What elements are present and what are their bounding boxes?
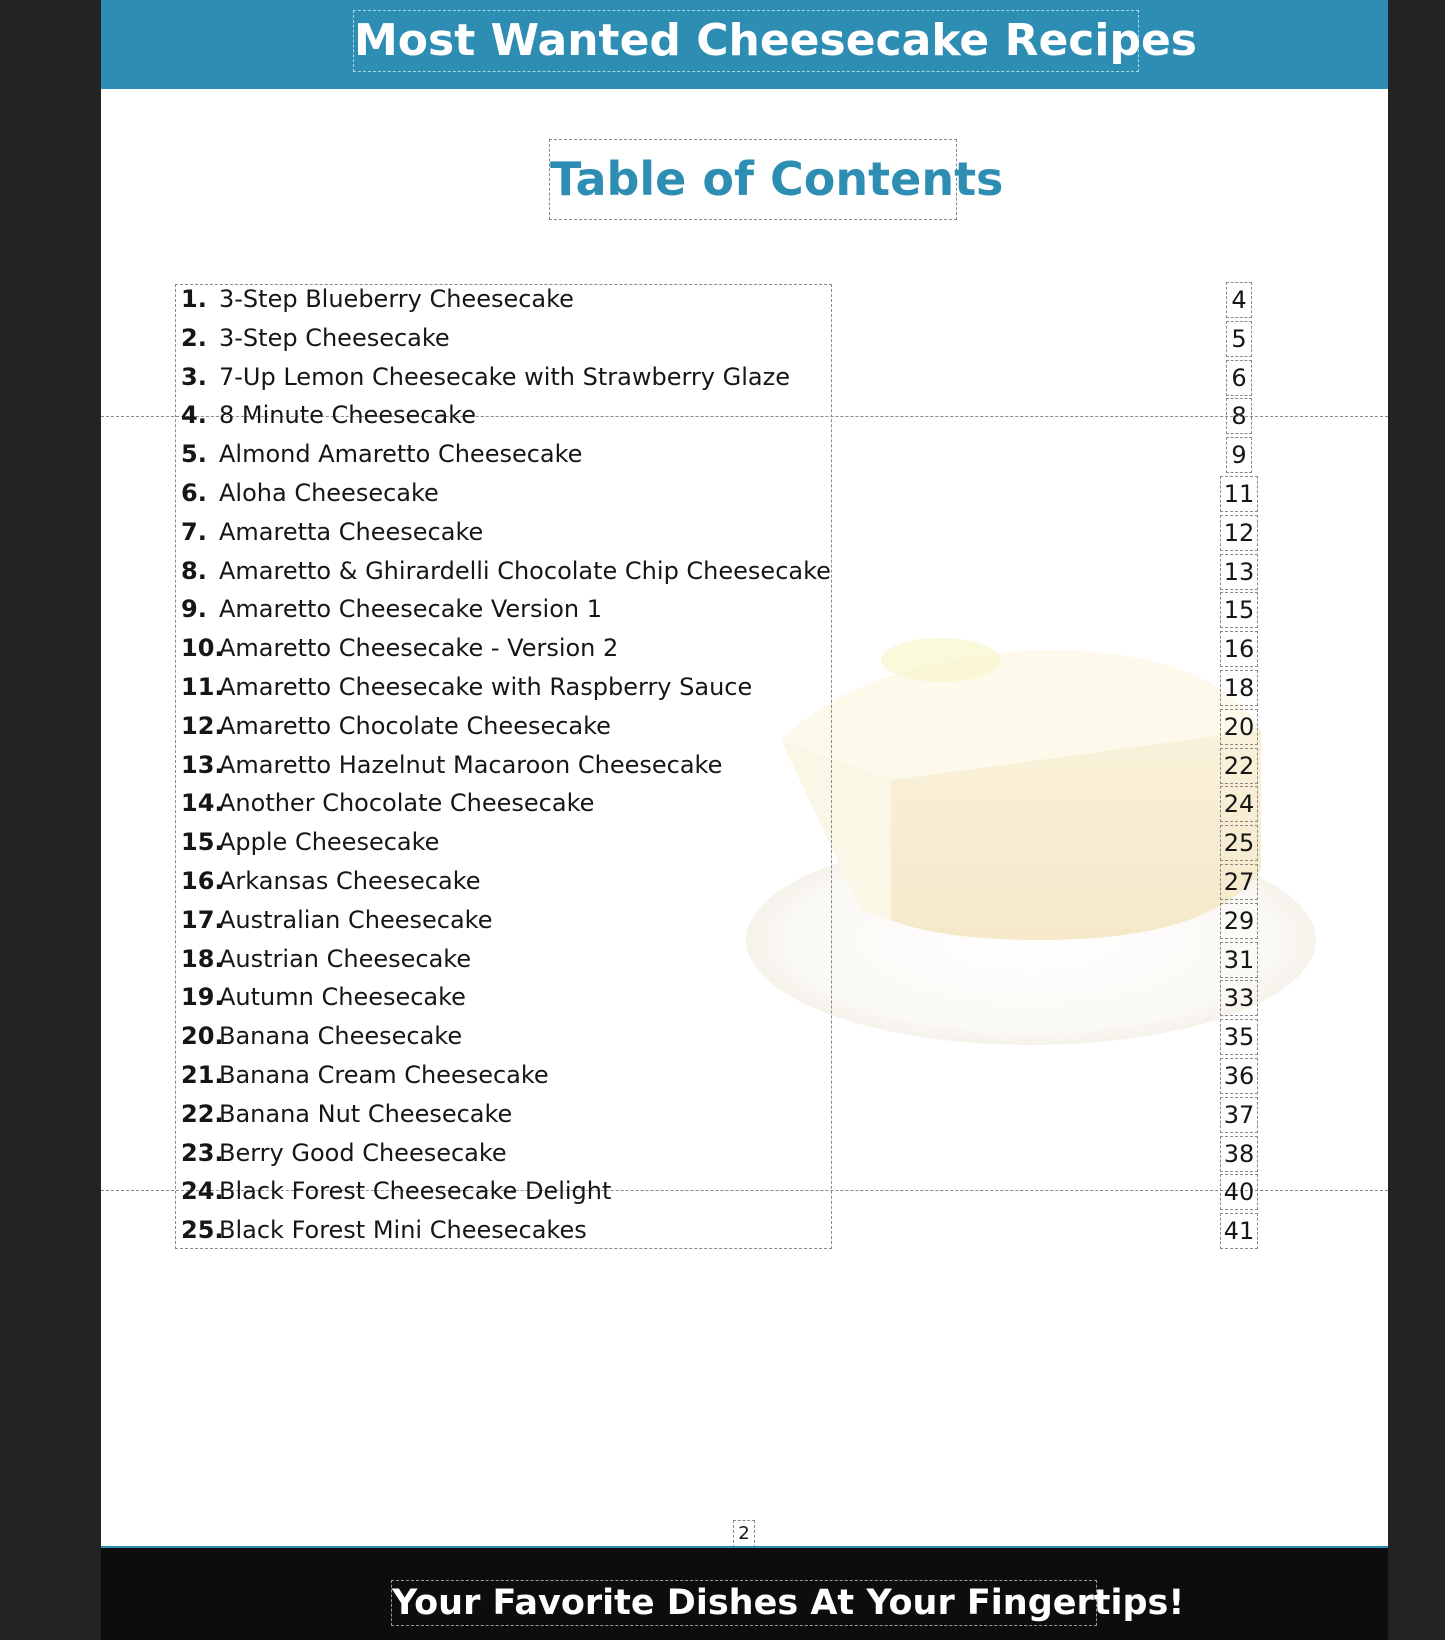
toc-entry-label: Amaretto Cheesecake with Raspberry Sauce bbox=[219, 673, 753, 701]
toc-entry-page-number[interactable]: 38 bbox=[1220, 1136, 1258, 1172]
toc-entry-label: Austrian Cheesecake bbox=[219, 944, 472, 973]
toc-entry-page-number[interactable]: 22 bbox=[1220, 748, 1258, 784]
toc-entry-label: Berry Good Cheesecake bbox=[219, 1138, 507, 1167]
toc-entry[interactable] bbox=[181, 824, 439, 860]
toc-entry[interactable] bbox=[181, 397, 476, 433]
toc-entry-label: 7-Up Lemon Cheesecake with Strawberry Glaze bbox=[219, 362, 790, 391]
toc-entry[interactable] bbox=[181, 708, 611, 744]
toc-entry-number: 6. bbox=[181, 479, 207, 507]
toc-entry-number: 10. bbox=[181, 634, 224, 663]
toc-entry-page-number[interactable]: 4 bbox=[1226, 282, 1252, 318]
toc-entry-page-number[interactable]: 13 bbox=[1220, 554, 1258, 590]
toc-entry-label: Amaretto Chocolate Cheesecake bbox=[219, 711, 611, 740]
toc-entry-page-number[interactable]: 6 bbox=[1226, 360, 1252, 396]
header-title[interactable]: Most Wanted Cheesecake Recipes bbox=[353, 10, 1139, 72]
toc-entry-label: Amaretto Cheesecake - Version 2 bbox=[219, 634, 619, 663]
toc-entry-page-number[interactable]: 9 bbox=[1226, 437, 1252, 473]
toc-entry[interactable] bbox=[181, 553, 831, 589]
toc-entry-page-number[interactable]: 12 bbox=[1220, 515, 1258, 551]
toc-entry-label: Amaretta Cheesecake bbox=[219, 517, 484, 546]
toc-entry[interactable] bbox=[181, 1057, 549, 1093]
toc-entry-page-number[interactable]: 24 bbox=[1220, 786, 1258, 822]
footer-band bbox=[101, 1546, 1388, 1640]
toc-entry-label: Autumn Cheesecake bbox=[219, 983, 466, 1012]
toc-entry[interactable] bbox=[181, 514, 483, 550]
toc-entry[interactable] bbox=[181, 630, 618, 666]
toc-entry-label: Amaretto & Ghirardelli Chocolate Chip Cheesecake bbox=[219, 556, 831, 585]
toc-entry-number: 25. bbox=[181, 1216, 224, 1245]
toc-entry-number: 12. bbox=[181, 711, 224, 740]
toc-entry-page-number[interactable]: 37 bbox=[1220, 1097, 1258, 1133]
toc-entry-number: 16. bbox=[181, 867, 224, 895]
toc-entry-label: Amaretto Cheesecake Version 1 bbox=[219, 595, 603, 624]
toc-entry[interactable] bbox=[181, 669, 752, 705]
toc-entry-number: 3. bbox=[181, 362, 207, 391]
toc-entry-label: Banana Nut Cheesecake bbox=[219, 1099, 513, 1128]
toc-entry-number: 19. bbox=[181, 983, 224, 1012]
toc-entry-page-number[interactable]: 40 bbox=[1220, 1174, 1258, 1210]
toc-entry-number: 13. bbox=[181, 750, 224, 779]
toc-entry-number: 9. bbox=[181, 595, 207, 624]
toc-entry-number: 22. bbox=[181, 1099, 224, 1128]
toc-entry[interactable] bbox=[181, 902, 492, 938]
toc-entry[interactable] bbox=[181, 436, 582, 472]
toc-entry-number: 15. bbox=[181, 828, 224, 857]
toc-entry-number: 18. bbox=[181, 944, 224, 973]
toc-entry-page-number[interactable]: 36 bbox=[1220, 1058, 1258, 1094]
toc-entry-label: Banana Cream Cheesecake bbox=[219, 1061, 549, 1089]
toc-entry-number: 24. bbox=[181, 1177, 224, 1206]
toc-entry-page-number[interactable]: 41 bbox=[1220, 1213, 1258, 1249]
toc-entry[interactable] bbox=[181, 979, 466, 1015]
toc-entry-number: 23. bbox=[181, 1138, 224, 1167]
footer-tagline[interactable]: Your Favorite Dishes At Your Fingertips! bbox=[391, 1580, 1097, 1626]
toc-entry[interactable] bbox=[181, 941, 471, 977]
toc-entry-label: 3-Step Blueberry Cheesecake bbox=[219, 285, 574, 313]
toc-entry[interactable] bbox=[181, 359, 790, 395]
toc-entry-label: Aloha Cheesecake bbox=[219, 479, 439, 507]
toc-entry-number: 20. bbox=[181, 1022, 224, 1051]
toc-entry-label: Arkansas Cheesecake bbox=[219, 867, 481, 895]
toc-entry[interactable] bbox=[181, 747, 722, 783]
toc-entry-label: Apple Cheesecake bbox=[219, 828, 440, 857]
toc-entry[interactable] bbox=[181, 1018, 462, 1054]
toc-entry-number: 7. bbox=[181, 517, 207, 546]
toc-entry-number: 11. bbox=[181, 673, 224, 701]
toc-entry-page-number[interactable]: 15 bbox=[1220, 592, 1258, 628]
toc-title[interactable]: Table of Contents bbox=[549, 139, 957, 220]
toc-entry-number: 14. bbox=[181, 789, 224, 818]
toc-entry-page-number[interactable]: 11 bbox=[1220, 476, 1258, 512]
toc-entry[interactable] bbox=[181, 281, 574, 317]
toc-entry[interactable] bbox=[181, 1096, 512, 1132]
toc-entry-label: 8 Minute Cheesecake bbox=[219, 401, 476, 430]
toc-entry-page-number[interactable]: 27 bbox=[1220, 864, 1258, 900]
toc-entry-page-number[interactable]: 16 bbox=[1220, 631, 1258, 667]
toc-entry-page-number[interactable]: 33 bbox=[1220, 980, 1258, 1016]
toc-entry-page-number[interactable]: 20 bbox=[1220, 709, 1258, 745]
toc-entry-page-number[interactable]: 8 bbox=[1226, 398, 1252, 434]
toc-entry[interactable] bbox=[181, 320, 450, 356]
toc-entry-number: 5. bbox=[181, 440, 207, 469]
toc-entry-label: Amaretto Hazelnut Macaroon Cheesecake bbox=[219, 750, 723, 779]
toc-entry-label: 3-Step Cheesecake bbox=[219, 323, 450, 352]
toc-entry-page-number[interactable]: 5 bbox=[1226, 321, 1252, 357]
toc-entry[interactable] bbox=[181, 591, 602, 627]
toc-entry-page-number[interactable]: 29 bbox=[1220, 903, 1258, 939]
toc-entry[interactable] bbox=[181, 1173, 611, 1209]
toc-entry-page-number[interactable]: 25 bbox=[1220, 825, 1258, 861]
toc-entry-number: 1. bbox=[181, 285, 207, 313]
header-band bbox=[101, 0, 1388, 89]
toc-entry[interactable] bbox=[181, 785, 594, 821]
document-page bbox=[101, 0, 1388, 1640]
toc-entry-label: Black Forest Cheesecake Delight bbox=[219, 1177, 612, 1206]
toc-entry-page-number[interactable]: 35 bbox=[1220, 1019, 1258, 1055]
toc-entry-page-number[interactable]: 31 bbox=[1220, 942, 1258, 978]
toc-entry-number: 4. bbox=[181, 401, 207, 430]
toc-entry-number: 21. bbox=[181, 1061, 224, 1089]
toc-entry[interactable] bbox=[181, 863, 481, 899]
toc-entry[interactable] bbox=[181, 1212, 587, 1248]
toc-entry-page-number[interactable]: 18 bbox=[1220, 670, 1258, 706]
toc-entry-number: 8. bbox=[181, 556, 207, 585]
toc-entry-number: 2. bbox=[181, 323, 207, 352]
toc-entry-label: Australian Cheesecake bbox=[219, 905, 493, 934]
page-number[interactable]: 2 bbox=[733, 1520, 755, 1548]
toc-entry-label: Almond Amaretto Cheesecake bbox=[219, 440, 583, 469]
toc-entry-label: Banana Cheesecake bbox=[219, 1022, 463, 1051]
toc-entry[interactable] bbox=[181, 475, 439, 511]
toc-entry[interactable] bbox=[181, 1135, 507, 1171]
toc-entry-number: 17. bbox=[181, 905, 224, 934]
toc-entry-label: Another Chocolate Cheesecake bbox=[219, 789, 595, 818]
toc-entry-label: Black Forest Mini Cheesecakes bbox=[219, 1216, 587, 1245]
